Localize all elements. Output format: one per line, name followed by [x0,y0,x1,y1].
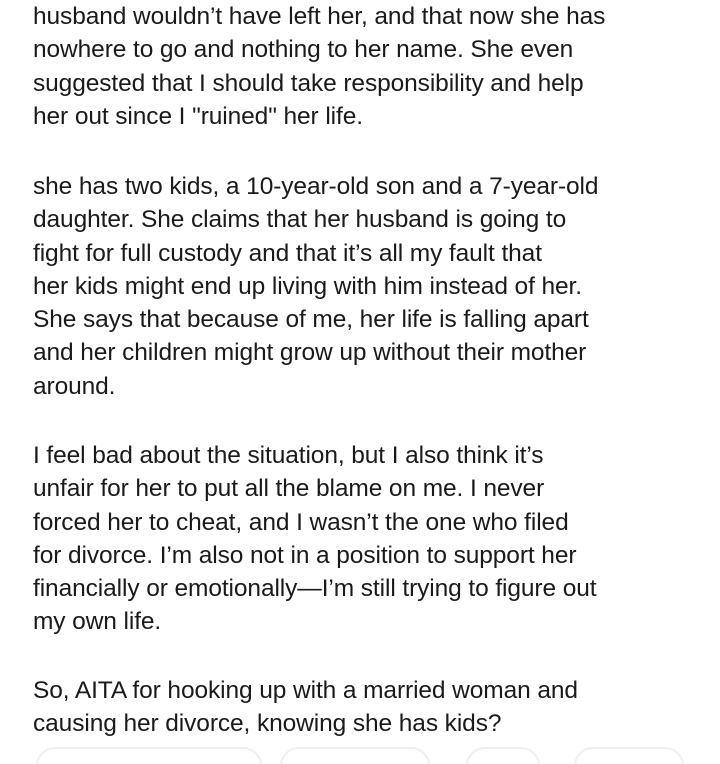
text-line: and her children might grow up without their mother [33,339,587,367]
post-paragraph-3 [33,439,596,639]
text-line: financially or emotionally—I’m still trying to figure out [33,575,597,603]
text-line: husband wouldn’t have left her, and that now she has [33,3,606,30]
text-line: I feel bad about the situation, but I also think it’s [33,442,544,469]
post-paragraph-4 [33,674,578,741]
vote-button-group[interactable] [36,747,262,764]
text-line: causing her divorce, knowing she has kids? [33,710,502,738]
post-action-bar [0,747,720,764]
text-line: fight for full custody and that it’s all my fault that [33,239,542,267]
text-line: her out since I "ruined" her life. [33,102,363,130]
text-line: around. [33,372,116,400]
post-paragraph-1 [33,0,605,133]
text-line: nowhere to go and nothing to her name. She even [33,36,574,64]
text-line: daughter. She claims that her husband is going to [33,206,567,234]
text-line: my own life. [33,608,162,636]
share-button[interactable] [574,747,684,764]
text-line: forced her to cheat, and I wasn’t the one who filed [33,508,569,536]
text-line: unfair for her to put all the blame on me. I never [33,475,545,503]
comments-button[interactable] [280,747,430,764]
text-line: suggested that I should take responsibility and help [33,69,584,97]
text-line: she has two kids, a 10-year-old son and a 7-year-old [33,173,599,200]
text-line: She says that because of me, her life is falling apart [33,306,589,334]
post-paragraph-2 [33,170,598,403]
text-line: her kids might end up living with him instead of her. [33,272,582,300]
award-button[interactable] [466,747,540,764]
text-line: So, AITA for hooking up with a married woman and [33,677,578,704]
text-line: for divorce. I’m also not in a position to support her [33,541,577,569]
